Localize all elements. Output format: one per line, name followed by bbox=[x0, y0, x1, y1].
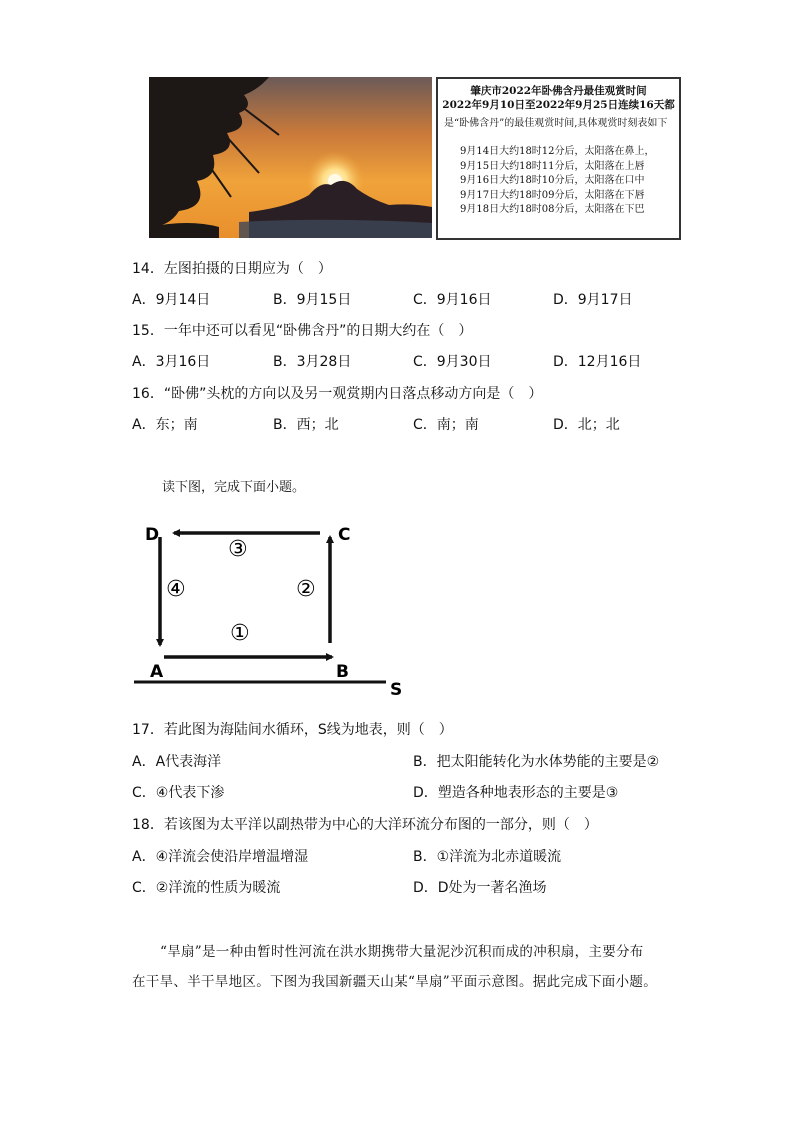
schedule-row: 9月17日大约18时09分后，太阳落在下唇 bbox=[460, 189, 645, 201]
schedule-row: 9月18日大约18时08分后，太阳落在下巴 bbox=[460, 204, 645, 215]
surface-label-s: S bbox=[390, 680, 403, 700]
passage-line-2: 在干旱、半干旱地区。下图为我国新疆天山某“旱扇”平面示意图。据此完成下面小题。 bbox=[132, 974, 658, 990]
question-18: 18．若该图为太平洋以副热带为中心的大洋环流分布图的一部分，则（ ） bbox=[132, 817, 598, 833]
q18-option-a: A．④洋流会使沿岸增温增湿 bbox=[132, 849, 309, 865]
q18-option-d: D．D处为一著名渔场 bbox=[413, 880, 547, 896]
schedule-dates: 2022年9月10日至2022年9月25日连续16天都 bbox=[442, 99, 675, 111]
sunset-photo bbox=[149, 77, 432, 238]
q17-option-b: B．把太阳能转化为水体势能的主要是② bbox=[413, 754, 660, 770]
q18-option-b: B．①洋流为北赤道暖流 bbox=[413, 849, 562, 865]
q15-option-d: D．12月16日 bbox=[553, 354, 642, 370]
corner-label-a: A bbox=[150, 662, 164, 682]
question-16: 16．“卧佛”头枕的方向以及另一观赏期内日落点移动方向是（ ） bbox=[132, 386, 543, 402]
corner-label-d: D bbox=[145, 525, 160, 545]
schedule-title: 肇庆市2022年卧佛含丹最佳观赏时间 bbox=[470, 85, 647, 97]
label-three: ③ bbox=[228, 537, 248, 562]
q14-option-d: D．9月17日 bbox=[553, 292, 633, 308]
q17-option-a: A．A代表海洋 bbox=[132, 754, 222, 770]
diagram-intro: 读下图，完成下面小题。 bbox=[162, 480, 306, 495]
schedule-row: 9月16日大约18时10分后，太阳落在口中 bbox=[460, 175, 645, 186]
schedule-subtitle: 是“卧佛含丹”的最佳观赏时间,具体观赏时刻表如下 bbox=[444, 118, 668, 129]
q15-option-b: B．3月28日 bbox=[273, 354, 352, 370]
question-15: 15．一年中还可以看见“卧佛含丹”的日期大约在（ ） bbox=[132, 323, 473, 339]
q16-option-b: B．西；北 bbox=[273, 417, 339, 433]
q15-option-c: C．9月30日 bbox=[413, 354, 492, 370]
viewing-schedule-box bbox=[436, 77, 681, 240]
schedule-row: 9月15日大约18时11分后，太阳落在上唇 bbox=[460, 160, 645, 172]
schedule-row: 9月14日大约18时12分后，太阳落在鼻上， bbox=[460, 146, 655, 157]
corner-label-c: C bbox=[338, 525, 351, 545]
q14-option-b: B．9月15日 bbox=[273, 292, 352, 308]
corner-label-b: B bbox=[336, 662, 349, 682]
q14-option-a: A．9月14日 bbox=[132, 292, 211, 308]
label-one: ① bbox=[230, 621, 250, 646]
passage-line-1: “旱扇”是一种由暂时性河流在洪水期携带大量泥沙沉积而成的冲积扇，主要分布 bbox=[160, 944, 644, 960]
question-17: 17．若此图为海陆间水循环，S线为地表，则（ ） bbox=[132, 722, 453, 738]
q16-option-c: C．南；南 bbox=[413, 417, 479, 433]
q16-option-d: D．北；北 bbox=[553, 417, 620, 433]
q15-option-a: A．3月16日 bbox=[132, 354, 211, 370]
q14-option-c: C．9月16日 bbox=[413, 292, 492, 308]
label-two: ② bbox=[296, 577, 316, 602]
q17-option-d: D．塑造各种地表形态的主要是③ bbox=[413, 785, 619, 801]
q17-option-c: C．④代表下渗 bbox=[132, 785, 225, 801]
q18-option-c: C．②洋流的性质为暖流 bbox=[132, 880, 281, 896]
question-14: 14．左图拍摄的日期应为（ ） bbox=[132, 261, 332, 277]
label-four: ④ bbox=[166, 577, 186, 602]
circulation-diagram bbox=[130, 515, 410, 700]
q16-option-a: A．东；南 bbox=[132, 417, 198, 433]
